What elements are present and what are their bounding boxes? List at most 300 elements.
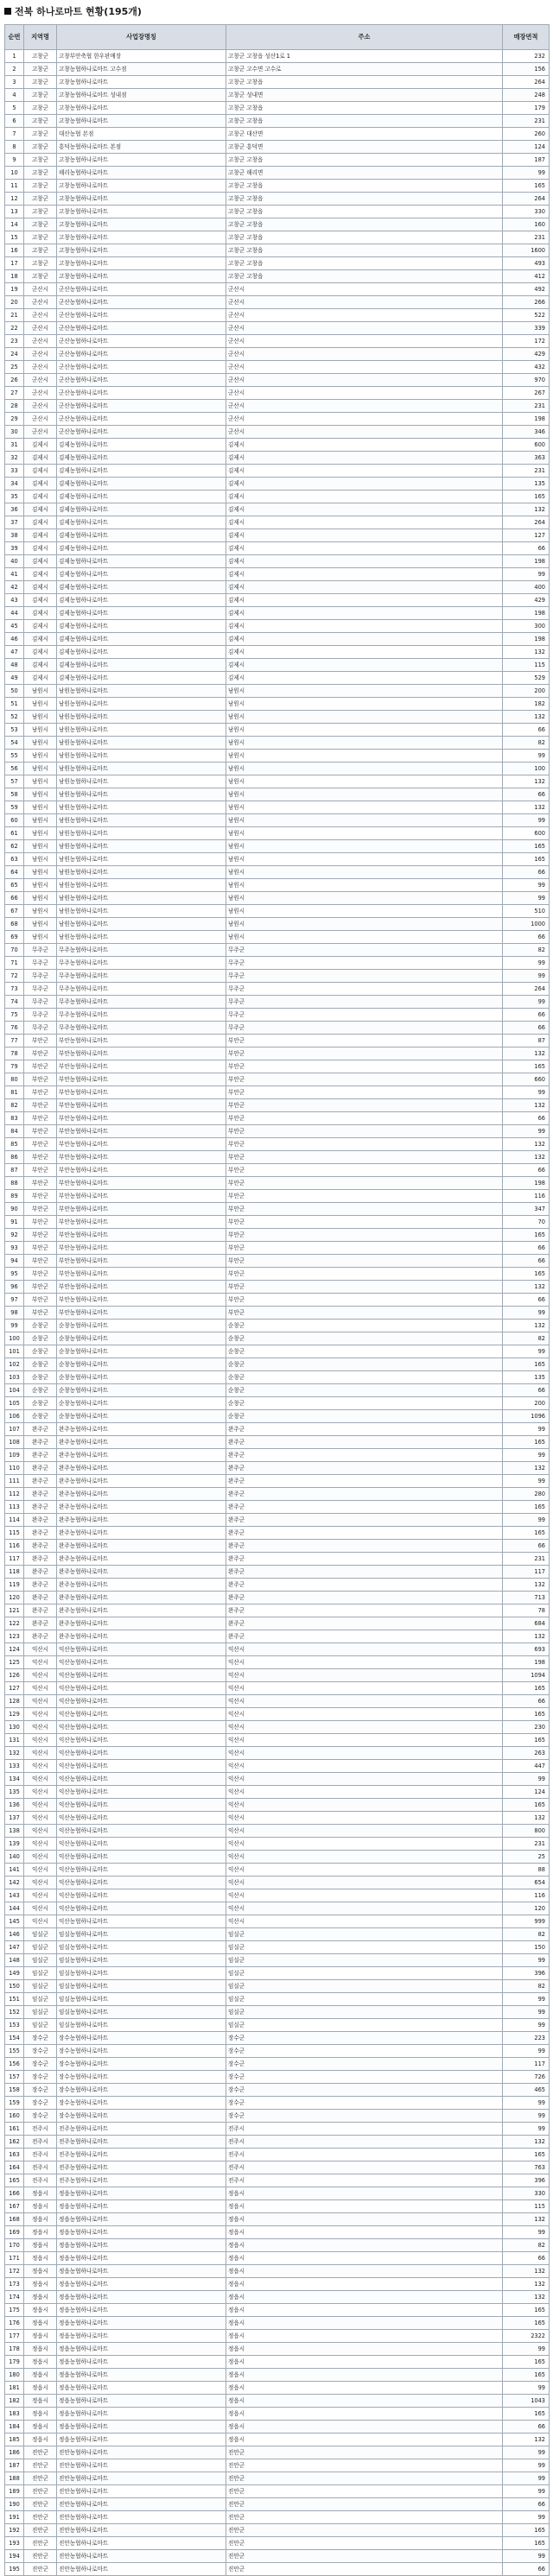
cell-name: 김제농협하나로마트 bbox=[57, 555, 226, 568]
cell-size: 132 bbox=[503, 801, 550, 814]
cell-area: 김제시 bbox=[24, 478, 57, 491]
cell-no: 62 bbox=[5, 840, 24, 853]
cell-no: 94 bbox=[5, 1255, 24, 1268]
cell-area: 완주군 bbox=[24, 1566, 57, 1579]
table-row bbox=[5, 2110, 550, 2123]
cell-no: 151 bbox=[5, 1993, 24, 2006]
cell-area: 부안군 bbox=[24, 1177, 57, 1190]
cell-name: 군산농협하나로마트 bbox=[57, 413, 226, 426]
cell-address: 김제시 bbox=[226, 516, 503, 529]
table-row bbox=[5, 1553, 550, 1566]
cell-size: 99 bbox=[503, 1475, 550, 1488]
table-row bbox=[5, 2084, 550, 2097]
table-row bbox=[5, 750, 550, 763]
cell-area: 진안군 bbox=[24, 2472, 57, 2485]
table-row bbox=[5, 452, 550, 465]
cell-size: 82 bbox=[503, 2239, 550, 2252]
cell-size: 492 bbox=[503, 283, 550, 296]
cell-size: 165 bbox=[503, 1682, 550, 1695]
cell-name: 익산농협하나로마트 bbox=[57, 1799, 226, 1812]
cell-area: 임실군 bbox=[24, 2006, 57, 2019]
table-row bbox=[5, 1527, 550, 1540]
cell-address: 부안군 bbox=[226, 1177, 503, 1190]
table-row bbox=[5, 128, 550, 141]
cell-name: 익산농협하나로마트 bbox=[57, 1812, 226, 1825]
cell-address: 김제시 bbox=[226, 594, 503, 607]
cell-size: 115 bbox=[503, 659, 550, 672]
cell-address: 부안군 bbox=[226, 1255, 503, 1268]
cell-name: 완주농협하나로마트 bbox=[57, 1527, 226, 1540]
cell-size: 99 bbox=[503, 2485, 550, 2498]
cell-area: 김제시 bbox=[24, 529, 57, 542]
cell-no: 64 bbox=[5, 866, 24, 879]
cell-size: 66 bbox=[503, 2563, 550, 2576]
cell-area: 김제시 bbox=[24, 555, 57, 568]
cell-area: 완주군 bbox=[24, 1501, 57, 1514]
cell-name: 무주농협하나로마트 bbox=[57, 983, 226, 996]
cell-name: 정읍농협하나로마트 bbox=[57, 2330, 226, 2343]
cell-no: 160 bbox=[5, 2110, 24, 2123]
cell-address: 순창군 bbox=[226, 1410, 503, 1423]
cell-no: 78 bbox=[5, 1047, 24, 1060]
cell-address: 익산시 bbox=[226, 1643, 503, 1656]
cell-no: 79 bbox=[5, 1060, 24, 1073]
cell-area: 진안군 bbox=[24, 2446, 57, 2459]
cell-area: 고창군 bbox=[24, 270, 57, 283]
cell-area: 장수군 bbox=[24, 2045, 57, 2058]
cell-area: 진안군 bbox=[24, 2485, 57, 2498]
cell-address: 군산시 bbox=[226, 309, 503, 322]
cell-name: 익산농협하나로마트 bbox=[57, 1915, 226, 1928]
cell-address: 고창군 고창읍 bbox=[226, 154, 503, 167]
cell-size: 165 bbox=[503, 853, 550, 866]
cell-size: 132 bbox=[503, 1579, 550, 1592]
table-row bbox=[5, 879, 550, 892]
cell-area: 완주군 bbox=[24, 1527, 57, 1540]
cell-address: 고창군 고수면 고수로 bbox=[226, 63, 503, 76]
cell-no: 34 bbox=[5, 478, 24, 491]
cell-no: 156 bbox=[5, 2058, 24, 2071]
cell-no: 110 bbox=[5, 1462, 24, 1475]
table-row bbox=[5, 529, 550, 542]
cell-address: 완주군 bbox=[226, 1475, 503, 1488]
cell-no: 46 bbox=[5, 633, 24, 646]
cell-area: 부안군 bbox=[24, 1151, 57, 1164]
cell-address: 임실군 bbox=[226, 1980, 503, 1993]
cell-size: 66 bbox=[503, 542, 550, 555]
cell-address: 고창군 고창읍 bbox=[226, 244, 503, 257]
table-row bbox=[5, 2252, 550, 2265]
cell-address: 익산시 bbox=[226, 1695, 503, 1708]
cell-size: 182 bbox=[503, 698, 550, 711]
cell-area: 익산시 bbox=[24, 1760, 57, 1773]
cell-size: 132 bbox=[503, 1320, 550, 1332]
cell-name: 부안농협하나로마트 bbox=[57, 1229, 226, 1242]
table-row bbox=[5, 2459, 550, 2472]
cell-no: 159 bbox=[5, 2097, 24, 2110]
cell-no: 12 bbox=[5, 193, 24, 206]
cell-no: 153 bbox=[5, 2019, 24, 2032]
cell-address: 전주시 bbox=[226, 2136, 503, 2149]
table-row bbox=[5, 426, 550, 439]
cell-address: 익산시 bbox=[226, 1851, 503, 1864]
cell-area: 익산시 bbox=[24, 1877, 57, 1889]
cell-area: 임실군 bbox=[24, 1980, 57, 1993]
cell-no: 165 bbox=[5, 2174, 24, 2187]
cell-address: 부안군 bbox=[226, 1151, 503, 1164]
cell-size: 99 bbox=[503, 2045, 550, 2058]
cell-name: 남원농협하나로마트 bbox=[57, 698, 226, 711]
cell-address: 익산시 bbox=[226, 1773, 503, 1786]
cell-name: 고창농협하나로마트 bbox=[57, 231, 226, 244]
cell-name: 정읍농협하나로마트 bbox=[57, 2291, 226, 2304]
cell-size: 116 bbox=[503, 1889, 550, 1902]
cell-size: 726 bbox=[503, 2071, 550, 2084]
table-row bbox=[5, 1980, 550, 1993]
cell-address: 남원시 bbox=[226, 840, 503, 853]
cell-size: 231 bbox=[503, 1553, 550, 1566]
cell-area: 정읍시 bbox=[24, 2265, 57, 2278]
cell-address: 완주군 bbox=[226, 1488, 503, 1501]
cell-area: 임실군 bbox=[24, 1967, 57, 1980]
cell-area: 김제시 bbox=[24, 568, 57, 581]
cell-name: 익산농협하나로마트 bbox=[57, 1695, 226, 1708]
cell-address: 전주시 bbox=[226, 2174, 503, 2187]
cell-area: 장수군 bbox=[24, 2032, 57, 2045]
cell-no: 24 bbox=[5, 348, 24, 361]
cell-no: 2 bbox=[5, 63, 24, 76]
cell-area: 고창군 bbox=[24, 76, 57, 89]
table-row bbox=[5, 1060, 550, 1073]
cell-address: 고창군 고창읍 bbox=[226, 231, 503, 244]
cell-name: 익산농협하나로마트 bbox=[57, 1643, 226, 1656]
table-row bbox=[5, 1967, 550, 1980]
cell-name: 진안농협하나로마트 bbox=[57, 2472, 226, 2485]
table-row bbox=[5, 633, 550, 646]
cell-area: 고창군 bbox=[24, 218, 57, 231]
cell-size: 66 bbox=[503, 1112, 550, 1125]
cell-no: 185 bbox=[5, 2434, 24, 2446]
cell-name: 부안농협하나로마트 bbox=[57, 1203, 226, 1216]
cell-size: 346 bbox=[503, 426, 550, 439]
cell-no: 193 bbox=[5, 2537, 24, 2550]
cell-size: 132 bbox=[503, 2291, 550, 2304]
cell-no: 128 bbox=[5, 1695, 24, 1708]
cell-address: 임실군 bbox=[226, 2019, 503, 2032]
cell-address: 진안군 bbox=[226, 2472, 503, 2485]
table-row bbox=[5, 1954, 550, 1967]
cell-area: 고창군 bbox=[24, 180, 57, 193]
cell-area: 완주군 bbox=[24, 1436, 57, 1449]
table-row bbox=[5, 1799, 550, 1812]
cell-size: 99 bbox=[503, 814, 550, 827]
cell-no: 186 bbox=[5, 2446, 24, 2459]
table-row bbox=[5, 672, 550, 685]
cell-name: 정읍농협하나로마트 bbox=[57, 2213, 226, 2226]
cell-size: 99 bbox=[503, 1773, 550, 1786]
table-row bbox=[5, 1320, 550, 1332]
table-row bbox=[5, 2032, 550, 2045]
table-row bbox=[5, 2019, 550, 2032]
cell-address: 남원시 bbox=[226, 866, 503, 879]
cell-no: 171 bbox=[5, 2252, 24, 2265]
cell-address: 완주군 bbox=[226, 1566, 503, 1579]
cell-address: 부안군 bbox=[226, 1203, 503, 1216]
cell-size: 200 bbox=[503, 1397, 550, 1410]
cell-size: 165 bbox=[503, 2356, 550, 2369]
cell-size: 198 bbox=[503, 607, 550, 620]
cell-address: 고창군 고창읍 성산1로 1 bbox=[226, 50, 503, 63]
cell-size: 66 bbox=[503, 2421, 550, 2434]
cell-area: 정읍시 bbox=[24, 2187, 57, 2200]
cell-area: 남원시 bbox=[24, 711, 57, 724]
table-row bbox=[5, 218, 550, 231]
cell-name: 완주농협하나로마트 bbox=[57, 1488, 226, 1501]
table-row bbox=[5, 2382, 550, 2395]
cell-address: 진안군 bbox=[226, 2498, 503, 2511]
cell-no: 114 bbox=[5, 1514, 24, 1527]
cell-no: 50 bbox=[5, 685, 24, 698]
cell-area: 순창군 bbox=[24, 1332, 57, 1345]
cell-no: 13 bbox=[5, 206, 24, 218]
cell-size: 165 bbox=[503, 2317, 550, 2330]
cell-no: 85 bbox=[5, 1138, 24, 1151]
table-row bbox=[5, 2317, 550, 2330]
cell-area: 무주군 bbox=[24, 1022, 57, 1035]
cell-no: 90 bbox=[5, 1203, 24, 1216]
cell-name: 익산농협하나로마트 bbox=[57, 1669, 226, 1682]
cell-address: 정읍시 bbox=[226, 2213, 503, 2226]
cell-size: 330 bbox=[503, 206, 550, 218]
cell-address: 익산시 bbox=[226, 1734, 503, 1747]
cell-area: 군산시 bbox=[24, 426, 57, 439]
cell-name: 고창농협하나로마트 bbox=[57, 218, 226, 231]
cell-address: 고창군 흥덕면 bbox=[226, 141, 503, 154]
cell-no: 182 bbox=[5, 2395, 24, 2408]
cell-address: 김제시 bbox=[226, 491, 503, 503]
table-row bbox=[5, 1229, 550, 1242]
cell-area: 익산시 bbox=[24, 1915, 57, 1928]
cell-size: 99 bbox=[503, 1954, 550, 1967]
cell-address: 부안군 bbox=[226, 1060, 503, 1073]
cell-area: 고창군 bbox=[24, 141, 57, 154]
cell-size: 99 bbox=[503, 1993, 550, 2006]
cell-area: 부안군 bbox=[24, 1086, 57, 1099]
cell-address: 정읍시 bbox=[226, 2278, 503, 2291]
cell-no: 35 bbox=[5, 491, 24, 503]
cell-name: 김제농협하나로마트 bbox=[57, 465, 226, 478]
cell-area: 진안군 bbox=[24, 2498, 57, 2511]
cell-no: 73 bbox=[5, 983, 24, 996]
cell-area: 정읍시 bbox=[24, 2343, 57, 2356]
cell-size: 132 bbox=[503, 2265, 550, 2278]
cell-size: 165 bbox=[503, 1229, 550, 1242]
cell-address: 정읍시 bbox=[226, 2395, 503, 2408]
table-row bbox=[5, 2006, 550, 2019]
cell-address: 완주군 bbox=[226, 1617, 503, 1630]
cell-no: 57 bbox=[5, 775, 24, 788]
cell-no: 134 bbox=[5, 1773, 24, 1786]
cell-name: 군산농협하나로마트 bbox=[57, 322, 226, 335]
cell-name: 부안농협하나로마트 bbox=[57, 1242, 226, 1255]
cell-size: 99 bbox=[503, 2226, 550, 2239]
table-row bbox=[5, 491, 550, 503]
table-row bbox=[5, 206, 550, 218]
cell-no: 43 bbox=[5, 594, 24, 607]
cell-area: 고창군 bbox=[24, 89, 57, 102]
cell-address: 진안군 bbox=[226, 2511, 503, 2524]
cell-no: 120 bbox=[5, 1592, 24, 1604]
cell-no: 70 bbox=[5, 944, 24, 957]
cell-address: 정읍시 bbox=[226, 2317, 503, 2330]
cell-size: 87 bbox=[503, 1035, 550, 1047]
cell-area: 무주군 bbox=[24, 1009, 57, 1022]
table-row bbox=[5, 1786, 550, 1799]
cell-size: 99 bbox=[503, 2511, 550, 2524]
cell-area: 김제시 bbox=[24, 465, 57, 478]
table-row bbox=[5, 2537, 550, 2550]
cell-name: 익산농협하나로마트 bbox=[57, 1734, 226, 1747]
cell-area: 고창군 bbox=[24, 50, 57, 63]
cell-no: 190 bbox=[5, 2498, 24, 2511]
cell-area: 익산시 bbox=[24, 1812, 57, 1825]
table-row bbox=[5, 1423, 550, 1436]
table-row bbox=[5, 2343, 550, 2356]
cell-no: 106 bbox=[5, 1410, 24, 1423]
cell-address: 장수군 bbox=[226, 2032, 503, 2045]
cell-size: 132 bbox=[503, 1138, 550, 1151]
cell-no: 99 bbox=[5, 1320, 24, 1332]
cell-size: 99 bbox=[503, 879, 550, 892]
cell-address: 고창군 대산면 bbox=[226, 128, 503, 141]
cell-address: 임실군 bbox=[226, 2006, 503, 2019]
cell-address: 정읍시 bbox=[226, 2239, 503, 2252]
cell-address: 군산시 bbox=[226, 348, 503, 361]
cell-name: 완주농협하나로마트 bbox=[57, 1514, 226, 1527]
table-row bbox=[5, 1812, 550, 1825]
cell-area: 부안군 bbox=[24, 1138, 57, 1151]
table-row bbox=[5, 193, 550, 206]
table-row bbox=[5, 918, 550, 931]
cell-address: 김제시 bbox=[226, 503, 503, 516]
cell-address: 임실군 bbox=[226, 1928, 503, 1941]
cell-area: 부안군 bbox=[24, 1229, 57, 1242]
cell-no: 122 bbox=[5, 1617, 24, 1630]
cell-address: 무주군 bbox=[226, 957, 503, 970]
cell-address: 김제시 bbox=[226, 478, 503, 491]
cell-no: 111 bbox=[5, 1475, 24, 1488]
cell-area: 임실군 bbox=[24, 1928, 57, 1941]
cell-area: 임실군 bbox=[24, 1941, 57, 1954]
cell-size: 99 bbox=[503, 2446, 550, 2459]
cell-no: 42 bbox=[5, 581, 24, 594]
table-row bbox=[5, 231, 550, 244]
table-row bbox=[5, 1773, 550, 1786]
cell-area: 완주군 bbox=[24, 1592, 57, 1604]
cell-no: 138 bbox=[5, 1825, 24, 1838]
cell-no: 118 bbox=[5, 1566, 24, 1579]
table-row bbox=[5, 2408, 550, 2421]
cell-no: 146 bbox=[5, 1928, 24, 1941]
cell-name: 고창농협하나로마트 bbox=[57, 193, 226, 206]
cell-size: 970 bbox=[503, 374, 550, 387]
cell-no: 187 bbox=[5, 2459, 24, 2472]
cell-address: 남원시 bbox=[226, 788, 503, 801]
table-row bbox=[5, 115, 550, 128]
cell-size: 510 bbox=[503, 905, 550, 918]
table-row bbox=[5, 1255, 550, 1268]
table-row bbox=[5, 2550, 550, 2563]
table-row bbox=[5, 1099, 550, 1112]
cell-size: 99 bbox=[503, 2123, 550, 2136]
cell-address: 진안군 bbox=[226, 2524, 503, 2537]
cell-size: 88 bbox=[503, 1864, 550, 1877]
table-row bbox=[5, 1242, 550, 1255]
cell-area: 고창군 bbox=[24, 257, 57, 270]
cell-area: 고창군 bbox=[24, 231, 57, 244]
cell-size: 198 bbox=[503, 1656, 550, 1669]
cell-address: 남원시 bbox=[226, 763, 503, 775]
cell-size: 132 bbox=[503, 1630, 550, 1643]
cell-size: 800 bbox=[503, 1825, 550, 1838]
cell-address: 정읍시 bbox=[226, 2343, 503, 2356]
cell-area: 완주군 bbox=[24, 1488, 57, 1501]
table-row bbox=[5, 763, 550, 775]
cell-area: 군산시 bbox=[24, 283, 57, 296]
cell-size: 300 bbox=[503, 620, 550, 633]
cell-name: 완주농협하나로마트 bbox=[57, 1592, 226, 1604]
cell-area: 김제시 bbox=[24, 607, 57, 620]
cell-area: 정읍시 bbox=[24, 2304, 57, 2317]
cell-address: 정읍시 bbox=[226, 2330, 503, 2343]
cell-address: 익산시 bbox=[226, 1747, 503, 1760]
cell-address: 익산시 bbox=[226, 1812, 503, 1825]
cell-size: 330 bbox=[503, 2187, 550, 2200]
cell-size: 132 bbox=[503, 503, 550, 516]
cell-name: 남원농협하나로마트 bbox=[57, 775, 226, 788]
cell-size: 231 bbox=[503, 231, 550, 244]
cell-no: 4 bbox=[5, 89, 24, 102]
table-row bbox=[5, 180, 550, 193]
cell-address: 전주시 bbox=[226, 2149, 503, 2161]
table-row bbox=[5, 555, 550, 568]
cell-size: 66 bbox=[503, 866, 550, 879]
cell-address: 부안군 bbox=[226, 1073, 503, 1086]
cell-size: 231 bbox=[503, 400, 550, 413]
cell-no: 61 bbox=[5, 827, 24, 840]
header-no: 순번 bbox=[5, 25, 24, 50]
cell-size: 132 bbox=[503, 1281, 550, 1294]
cell-name: 정읍농협하나로마트 bbox=[57, 2278, 226, 2291]
cell-name: 완주농협하나로마트 bbox=[57, 1540, 226, 1553]
cell-size: 132 bbox=[503, 1812, 550, 1825]
cell-area: 정읍시 bbox=[24, 2382, 57, 2395]
table-row bbox=[5, 1721, 550, 1734]
cell-no: 41 bbox=[5, 568, 24, 581]
cell-size: 263 bbox=[503, 1747, 550, 1760]
cell-area: 고창군 bbox=[24, 102, 57, 115]
table-row bbox=[5, 2291, 550, 2304]
cell-area: 군산시 bbox=[24, 413, 57, 426]
table-row bbox=[5, 1592, 550, 1604]
cell-area: 부안군 bbox=[24, 1060, 57, 1073]
table-row bbox=[5, 1203, 550, 1216]
cell-address: 무주군 bbox=[226, 970, 503, 983]
cell-area: 완주군 bbox=[24, 1449, 57, 1462]
cell-area: 남원시 bbox=[24, 724, 57, 737]
table-row bbox=[5, 2149, 550, 2161]
cell-no: 93 bbox=[5, 1242, 24, 1255]
